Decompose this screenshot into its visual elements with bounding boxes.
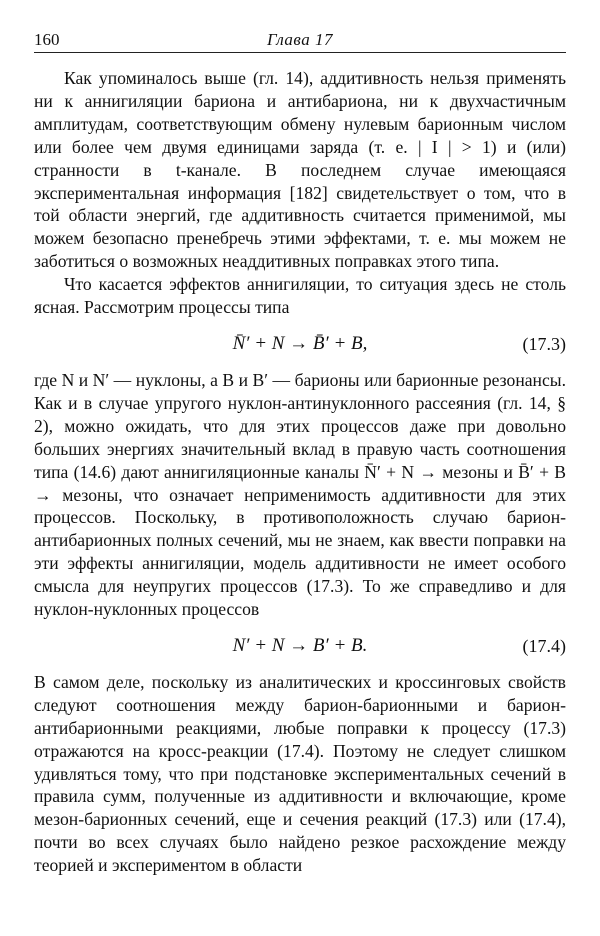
equation-17-4 [34, 623, 566, 669]
equation-body: N′ + N → B′ + B. [232, 634, 368, 656]
equation-17-3 [34, 321, 566, 367]
body-text [34, 67, 566, 877]
equation-number: (17.3) [522, 333, 566, 354]
equation-number: (17.4) [522, 635, 566, 656]
page-header [34, 28, 566, 53]
paragraph-additivity: Как упоминалось выше (гл. 14), аддитивность нельзя применять ни к аннигиляции бариона и антибариона, ни к двухчастичным амплитудам, соответствующим обмену нулевым барионным числом или более чем двумя единицами заряда (т. е. | I | > 1) и (или) странности в t-канале. В последнем случае имеющаяся экспериментальная информация [182] свидетельствует о том, что в той области энергий, где аддитивность считается применимой, мы можем безопасно пренебречь этими эффектами, т. е. мы можем не заботиться о возможных неаддитивных поправках этого типа. [34, 68, 566, 272]
paragraph-annihilation: Что касается эффектов аннигиляции, то ситуация здесь не столь ясная. Рассмотрим процессы типа [34, 274, 566, 318]
paragraph-crossing: В самом деле, поскольку из аналитических и кроссинговых свойств следуют соотношения между барион-барионными и барион-антибарионными реакциями, любые поправки к процессу (17.3) отражаются на кросс-реакции (17.4). Поэтому не следует слишком удивляться тому, что при подстановке экспериментальных сечений в правила сумм, полученные из аддитивности и включающие, кроме мезон-барионных сечений, еще и сечения реакций (17.3) или (17.4), почти во всех случаях было найдено резкое расхождение между теорией и экспериментом в области [34, 671, 566, 876]
equation-body: N̄′ + N → B̄′ + B, [232, 332, 368, 354]
paragraph-nucleons: где N и N′ — нуклоны, а B и B′ — барионы или барионные резонансы. Как и в случае упругого нуклон-антинуклонного рассеяния (гл. 14, § 2), можно ожидать, что для этих процессов даже при довольно больших энергиях значительный вклад в правую часть соотношения типа (14.6) дают аннигиляционные каналы N̄′ + N → мезоны и B̄′ + B → мезоны, что означает неприменимость аддитивности для этих процессов. Поскольку, в противоположность случаю барион-антибарионных полных сечений, мы не знаем, как ввести поправки на эти эффекты аннигиляции, модель аддитивности не имеет особого смысла для неупругих процессов (17.3). То же справедливо и для нуклон-нуклонных процессов [34, 369, 566, 620]
running-head: Глава 17 [267, 30, 333, 49]
page-number: 160 [34, 30, 60, 49]
